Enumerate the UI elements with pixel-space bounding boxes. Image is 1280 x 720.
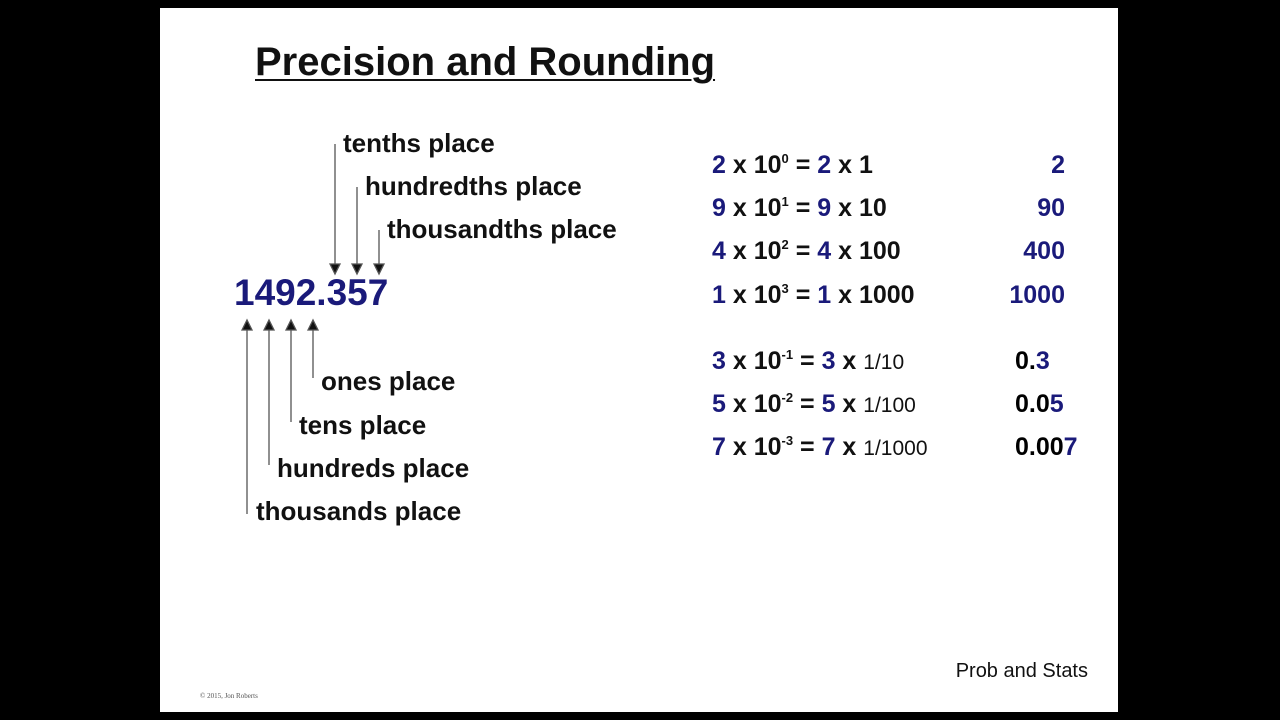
coefficient-repeat: 3 <box>821 347 836 375</box>
times: x <box>835 433 864 461</box>
result-prefix: 0. <box>1015 347 1036 375</box>
base: 10 <box>753 237 782 265</box>
exponent: 2 <box>781 237 789 252</box>
equals: = <box>788 237 818 265</box>
expansion-row <box>712 347 904 376</box>
equals: = <box>788 281 818 309</box>
base: 10 <box>753 433 782 461</box>
result-digit: 3 <box>1035 347 1050 375</box>
exponent: 0 <box>781 151 789 166</box>
expansion-row <box>712 281 915 310</box>
coefficient: 2 <box>712 151 726 179</box>
slide <box>160 8 1118 712</box>
label-ones: ones place <box>321 366 456 396</box>
times: x <box>725 281 754 309</box>
multiplier: 1/1000 <box>863 437 928 460</box>
times: x <box>831 194 859 222</box>
times: x <box>831 281 859 309</box>
coefficient: 4 <box>712 237 726 265</box>
place-value-result <box>1009 281 1065 310</box>
coefficient-repeat: 7 <box>821 433 836 461</box>
base: 10 <box>753 281 782 309</box>
place-value-result <box>1051 151 1065 180</box>
equals: = <box>788 151 818 179</box>
coefficient-repeat: 2 <box>817 151 832 179</box>
times: x <box>725 237 754 265</box>
multiplier: 1000 <box>858 281 915 309</box>
times: x <box>725 390 754 418</box>
label-hundredths: hundredths place <box>365 171 582 201</box>
coefficient: 3 <box>712 347 726 375</box>
multiplier: 100 <box>858 237 901 265</box>
multiplier: 1 <box>858 151 873 179</box>
times: x <box>835 390 864 418</box>
coefficient-repeat: 9 <box>817 194 832 222</box>
label-tenths: tenths place <box>343 128 495 158</box>
times: x <box>725 433 754 461</box>
equals: = <box>793 347 822 375</box>
label-thousands: thousands place <box>256 496 462 526</box>
place-value-result <box>1015 347 1050 376</box>
coefficient: 7 <box>712 433 726 461</box>
expansion-row <box>712 151 873 180</box>
expansion-row <box>712 433 928 462</box>
multiplier: 10 <box>858 194 887 222</box>
coefficient-repeat: 1 <box>817 281 832 309</box>
base: 10 <box>753 390 782 418</box>
times: x <box>835 347 864 375</box>
multiplier: 1/100 <box>863 394 916 417</box>
base: 10 <box>753 151 782 179</box>
equals: = <box>793 433 822 461</box>
result-digit: 5 <box>1049 390 1064 418</box>
slide-title: Precision and Rounding <box>255 40 716 84</box>
place-value-arrows <box>160 8 1118 712</box>
exponent: 1 <box>781 194 789 209</box>
coefficient: 5 <box>712 390 726 418</box>
result-digit: 90 <box>1037 194 1065 222</box>
result-digit: 1000 <box>1009 281 1065 309</box>
coefficient: 9 <box>712 194 726 222</box>
exponent: -1 <box>781 347 794 362</box>
equals: = <box>788 194 818 222</box>
footer-text: Prob and Stats <box>955 660 1088 682</box>
times: x <box>725 151 754 179</box>
times: x <box>725 347 754 375</box>
label-hundreds: hundreds place <box>277 453 470 483</box>
coefficient-repeat: 5 <box>821 390 836 418</box>
base: 10 <box>753 194 782 222</box>
exponent: -3 <box>781 433 794 448</box>
expansion-row <box>712 237 901 266</box>
place-value-result <box>1015 433 1078 462</box>
example-number: 1492.357 <box>234 272 389 313</box>
result-prefix: 0.00 <box>1015 433 1064 461</box>
label-tens: tens place <box>299 410 427 440</box>
exponent: 3 <box>781 281 789 296</box>
exponent: -2 <box>781 390 794 405</box>
coefficient: 1 <box>712 281 726 309</box>
result-digit: 7 <box>1063 433 1078 461</box>
result-prefix: 0.0 <box>1015 390 1050 418</box>
times: x <box>725 194 754 222</box>
multiplier: 1/10 <box>863 351 905 374</box>
expansion-row <box>712 194 887 223</box>
label-thousandths: thousandths place <box>387 214 617 244</box>
result-digit: 2 <box>1051 151 1065 179</box>
times: x <box>831 151 859 179</box>
place-value-result <box>1015 390 1064 419</box>
expansion-row <box>712 390 916 419</box>
coefficient-repeat: 4 <box>817 237 832 265</box>
times: x <box>831 237 859 265</box>
base: 10 <box>753 347 782 375</box>
copyright: © 2015, Jon Roberts <box>200 692 258 700</box>
equals: = <box>793 390 822 418</box>
place-value-result <box>1037 194 1065 223</box>
place-value-result <box>1023 237 1065 266</box>
result-digit: 400 <box>1023 237 1065 265</box>
